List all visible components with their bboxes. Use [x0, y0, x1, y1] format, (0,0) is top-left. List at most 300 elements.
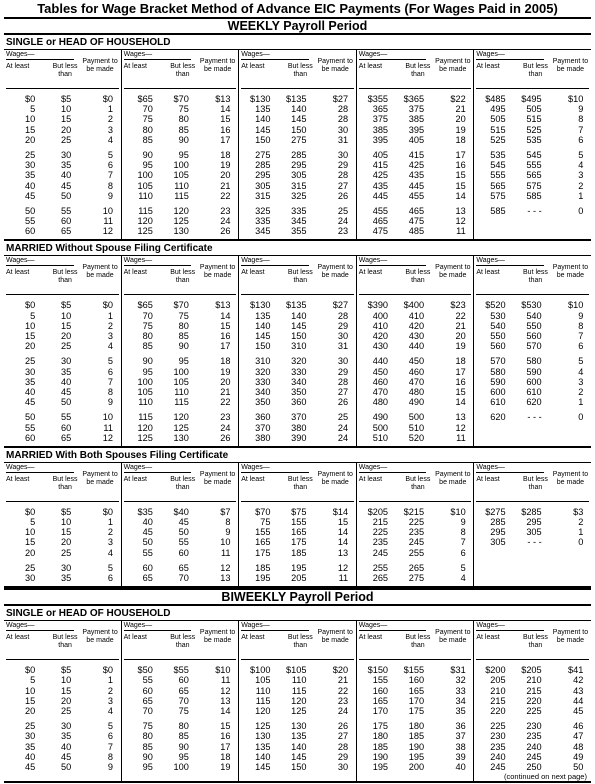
table-row	[241, 706, 354, 716]
at-least-cell: 370	[255, 422, 271, 433]
table-row	[6, 191, 119, 201]
at-least-cell: 350	[255, 397, 271, 408]
table-row	[241, 675, 354, 685]
table-row	[241, 206, 354, 216]
at-least-cell: 60	[25, 432, 36, 443]
payment-cell: 28	[337, 114, 349, 125]
table-row	[476, 537, 589, 547]
but-less-cell: 20	[61, 537, 72, 548]
payment-cell: $31	[450, 665, 466, 676]
but-less-cell: 65	[178, 685, 189, 696]
at-least-cell: 410	[372, 320, 389, 331]
payment-cell: 49	[573, 751, 584, 762]
at-least-cell: 45	[25, 190, 36, 201]
but-less-cell: 230	[526, 721, 542, 732]
at-least-cell: 70	[142, 705, 153, 716]
at-least-cell: 575	[490, 190, 506, 201]
payment-cell: 4	[107, 705, 113, 716]
table-row	[124, 104, 237, 114]
payment-cell: 12	[102, 432, 113, 443]
payment-cell: 7	[460, 537, 466, 548]
row-group	[476, 507, 589, 548]
table-row	[124, 125, 237, 135]
but-less-cell: 395	[408, 124, 425, 135]
table-row	[124, 191, 237, 201]
table-row	[241, 356, 354, 366]
payment-cell: $14	[332, 506, 349, 517]
table-row	[241, 181, 354, 191]
payment-cell: 13	[220, 573, 231, 583]
but-less-cell: 40	[61, 741, 72, 752]
at-least-cell: 55	[142, 547, 153, 558]
but-less-cell: 195	[408, 751, 425, 762]
row-group	[124, 150, 237, 201]
payment-cell: 5	[578, 356, 584, 367]
payment-cell: 21	[455, 104, 466, 115]
table-row	[241, 341, 354, 351]
table-row	[6, 752, 119, 762]
table-row	[6, 762, 119, 772]
at-least-cell: 310	[255, 356, 271, 367]
payment-cell: 0	[578, 412, 584, 423]
table-row	[359, 696, 472, 706]
payment-cell: 8	[460, 527, 466, 538]
payment-cell: 16	[220, 331, 231, 341]
payment-cell: 26	[220, 226, 231, 237]
but-less-cell: 145	[291, 114, 307, 125]
at-least-cell: 80	[142, 331, 153, 341]
but-less-cell: 150	[291, 331, 307, 341]
table-row	[359, 537, 472, 547]
payment-cell: 10	[102, 205, 113, 216]
row-group	[6, 206, 119, 237]
at-least-cell: $35	[137, 506, 153, 517]
row-group	[241, 150, 354, 201]
at-least-cell: 305	[255, 180, 271, 191]
payment-cell: 6	[460, 547, 466, 558]
table-row	[476, 686, 589, 696]
payment-cell: 8	[578, 320, 584, 331]
payment-cell: 15	[455, 180, 466, 191]
but-less-cell: 35	[61, 366, 72, 377]
at-least-cell: 20	[25, 705, 36, 716]
but-less-cell: 355	[291, 226, 307, 237]
table-column	[238, 50, 356, 239]
but-less-cell: 245	[408, 537, 425, 548]
table-row	[124, 226, 237, 236]
at-least-cell: $520	[485, 300, 506, 311]
at-least-cell: 125	[137, 226, 153, 237]
table-column	[121, 50, 239, 239]
but-less-cell: 195	[291, 562, 307, 573]
payment-cell: 13	[455, 205, 466, 216]
payment-cell: 11	[220, 675, 231, 686]
at-least-cell: 45	[25, 761, 36, 772]
but-less-cell: 335	[291, 205, 307, 216]
table-row	[124, 665, 237, 675]
at-least-cell: $100	[250, 665, 271, 676]
wages-header: Wages—	[6, 51, 74, 60]
at-least-cell: 65	[142, 695, 153, 706]
payment-cell: 26	[220, 432, 231, 443]
at-least-cell: 50	[25, 412, 36, 423]
payment-cell: 16	[455, 376, 466, 387]
at-least-cell: 60	[142, 562, 153, 573]
but-less-cell: $155	[403, 665, 425, 676]
but-less-cell: 160	[408, 675, 425, 686]
table-column	[473, 463, 591, 586]
payment-cell: 5	[460, 562, 466, 573]
at-least-cell: 185	[255, 562, 271, 573]
at-least-cell: 75	[142, 721, 153, 732]
payment-header: Payment to be made	[199, 470, 236, 486]
at-least-cell: 230	[490, 731, 506, 742]
table-row	[124, 341, 237, 351]
payment-cell: 40	[455, 761, 466, 772]
but-less-cell: 470	[408, 376, 425, 387]
at-least-cell: 480	[372, 397, 389, 408]
table-row	[359, 356, 472, 366]
payment-header: Payment to be made	[199, 58, 236, 73]
at-least-cell: 125	[137, 432, 153, 443]
row-group	[6, 150, 119, 201]
table-row	[241, 135, 354, 145]
row-group	[476, 412, 589, 422]
table-row	[124, 731, 237, 741]
at-least-cell: 160	[372, 685, 389, 696]
but-less-cell: 140	[291, 310, 307, 321]
wages-header: Wages—	[476, 464, 544, 473]
at-least-cell: 90	[142, 149, 153, 160]
table-row	[476, 397, 589, 407]
but-less-cell: 130	[291, 721, 307, 732]
but-less-cell: 65	[61, 226, 72, 237]
table-row	[124, 377, 237, 387]
at-least-cell: $150	[367, 665, 389, 676]
at-least-cell: 40	[25, 180, 36, 191]
table-row	[476, 517, 589, 527]
payment-cell: 11	[103, 216, 113, 227]
payment-cell: 1	[578, 190, 584, 201]
at-least-cell: 105	[137, 386, 153, 397]
payment-cell: 15	[455, 170, 466, 181]
payment-cell: 1	[578, 527, 584, 538]
at-least-cell: 135	[255, 104, 271, 115]
table-row	[124, 563, 237, 573]
at-least-cell: 140	[255, 320, 271, 331]
but-less-cell: 235	[408, 527, 425, 538]
table-column	[356, 50, 474, 239]
table-row	[124, 675, 237, 685]
payment-cell: 28	[337, 376, 349, 387]
row-group	[476, 300, 589, 351]
at-least-cell: $130	[250, 300, 271, 311]
table-row	[359, 706, 472, 716]
but-less-cell: 515	[526, 114, 542, 125]
payment-cell: 10	[102, 412, 113, 423]
row-group	[124, 507, 237, 558]
table-row	[241, 216, 354, 226]
table-column	[238, 621, 356, 781]
but-less-cell: 275	[291, 134, 307, 145]
at-least-cell: 225	[490, 721, 506, 732]
column-header	[124, 463, 237, 502]
table-row	[359, 94, 472, 104]
at-least-cell: 10	[25, 320, 36, 331]
column-header	[124, 256, 237, 295]
but-less-cell: 50	[178, 527, 189, 538]
payment-cell: 17	[220, 134, 231, 145]
table-row	[6, 397, 119, 407]
payment-cell: 24	[220, 216, 231, 227]
but-less-cell: 385	[408, 114, 425, 125]
but-less-cell: 25	[61, 341, 72, 352]
at-least-cell: 525	[490, 134, 506, 145]
table-row	[124, 721, 237, 731]
table-row	[476, 321, 589, 331]
at-least-cell: 70	[142, 310, 153, 321]
payment-cell: 12	[455, 216, 466, 227]
table-column	[473, 50, 591, 239]
payment-header: Payment to be made	[317, 58, 353, 73]
but-less-cell: 315	[291, 180, 307, 191]
table-column	[4, 256, 121, 445]
at-least-header: At least	[358, 634, 383, 642]
table-row	[124, 573, 237, 583]
table-row	[359, 226, 472, 236]
wages-header: Wages—	[241, 257, 309, 266]
at-least-cell: 10	[25, 527, 36, 538]
payment-cell: $7	[220, 506, 231, 517]
but-less-cell: 130	[173, 226, 189, 237]
payment-cell: $23	[450, 300, 466, 311]
table-row	[124, 300, 237, 310]
table-column	[356, 621, 474, 781]
at-least-cell: 25	[25, 721, 36, 732]
payment-cell: 14	[220, 104, 231, 115]
row-group	[241, 665, 354, 716]
payment-cell: 14	[337, 527, 349, 538]
table-row	[124, 387, 237, 397]
but-less-cell: 145	[291, 751, 307, 762]
payment-header: Payment to be made	[435, 58, 471, 73]
row-group	[241, 721, 354, 772]
at-least-cell: 465	[372, 216, 389, 227]
at-least-cell: 110	[138, 397, 153, 408]
but-less-cell: 85	[178, 124, 189, 135]
at-least-cell: 530	[490, 310, 506, 321]
at-least-cell: 35	[25, 376, 36, 387]
payment-header: Payment to be made	[435, 629, 471, 645]
column-header	[6, 256, 119, 295]
payment-cell: 11	[220, 547, 231, 558]
table-row	[124, 742, 237, 752]
but-less-cell: 295	[291, 160, 307, 171]
but-less-cell: 125	[291, 705, 307, 716]
table-row	[241, 160, 354, 170]
at-least-header: At least	[358, 269, 383, 277]
at-least-cell: 235	[490, 741, 506, 752]
payment-cell: 8	[107, 180, 113, 191]
but-less-cell: 45	[61, 180, 72, 191]
at-least-cell: 95	[142, 761, 153, 772]
but-less-cell: $105	[286, 665, 307, 676]
payment-cell: 6	[107, 731, 113, 742]
table-row	[476, 300, 589, 310]
table-row	[6, 573, 119, 583]
at-least-cell: 15	[25, 537, 36, 548]
section-heading: MARRIED With Both Spouses Filing Certificate	[4, 448, 591, 463]
table-row	[124, 706, 237, 716]
payment-cell: 20	[455, 331, 466, 341]
wages-header: Wages—	[124, 51, 192, 60]
table-row	[476, 170, 589, 180]
table-row	[6, 135, 119, 145]
table-row	[241, 537, 354, 547]
but-less-cell: 295	[526, 517, 542, 528]
payment-cell: 3	[107, 537, 113, 548]
at-least-cell: 70	[142, 104, 153, 115]
table-row	[6, 696, 119, 706]
but-less-cell: $75	[291, 506, 307, 517]
but-less-cell: 460	[408, 366, 425, 377]
payment-header: Payment to be made	[199, 629, 236, 645]
payment-cell: 21	[455, 320, 466, 331]
table-row	[241, 752, 354, 762]
payment-cell: 11	[103, 422, 113, 433]
payment-header: Payment to be made	[317, 264, 353, 280]
table-row	[241, 731, 354, 741]
payment-cell: $0	[102, 300, 113, 311]
table-row	[241, 367, 354, 377]
table-row	[241, 742, 354, 752]
payment-cell: 29	[337, 160, 349, 171]
but-less-cell: $5	[61, 506, 72, 517]
but-less-cell: 25	[61, 547, 72, 558]
payment-cell: 14	[220, 310, 231, 321]
but-less-cell: 25	[61, 134, 72, 145]
but-less-cell: 45	[61, 386, 72, 397]
at-least-header: At least	[476, 269, 500, 277]
payment-cell: 2	[578, 517, 584, 528]
table-row	[6, 216, 119, 226]
table-row	[124, 94, 237, 104]
row-group	[6, 665, 119, 716]
payment-cell: 2	[107, 527, 113, 538]
payment-cell: 24	[337, 216, 349, 227]
at-least-cell: 585	[490, 205, 506, 216]
payment-cell: 28	[337, 104, 349, 115]
table-row	[6, 517, 119, 527]
payment-cell: 37	[455, 731, 466, 742]
at-least-cell: 115	[138, 205, 153, 216]
payment-cell: 8	[107, 386, 113, 397]
at-least-cell: 185	[372, 741, 389, 752]
table-column	[4, 621, 121, 781]
table-row	[359, 377, 472, 387]
at-least-cell: 15	[25, 124, 36, 135]
but-less-cell: 200	[408, 761, 425, 772]
table-row	[241, 507, 354, 517]
but-less-cell: 420	[408, 320, 425, 331]
at-least-cell: $0	[25, 300, 36, 311]
at-least-cell: 550	[490, 331, 506, 341]
table-row	[241, 170, 354, 180]
but-less-cell: 465	[408, 205, 425, 216]
row-group	[359, 356, 472, 407]
at-least-cell: 225	[372, 527, 389, 538]
table-row	[124, 696, 237, 706]
row-group	[476, 94, 589, 145]
table-row	[241, 191, 354, 201]
at-least-cell: 145	[255, 124, 271, 135]
but-less-cell: 265	[408, 562, 425, 573]
at-least-cell: 90	[142, 356, 153, 367]
at-least-cell: 120	[255, 705, 271, 716]
at-least-cell: 20	[25, 341, 36, 352]
payment-cell: 12	[220, 685, 231, 696]
at-least-cell: 25	[25, 356, 36, 367]
column-header	[241, 621, 354, 660]
at-least-cell: 15	[25, 331, 36, 341]
at-least-cell: 30	[25, 366, 36, 377]
but-less-cell: - - -	[527, 412, 542, 423]
payment-cell: 2	[578, 180, 584, 191]
payment-cell: 9	[578, 104, 584, 115]
column-header	[476, 50, 589, 89]
table-column	[356, 256, 474, 445]
period-heading: WEEKLY Payroll Period	[4, 17, 591, 35]
table-row	[476, 191, 589, 201]
but-less-cell: 310	[291, 341, 307, 352]
at-least-header: At least	[476, 634, 500, 642]
payment-cell: 3	[107, 695, 113, 706]
row-group	[476, 150, 589, 201]
but-less-cell: 505	[526, 104, 542, 115]
payment-cell: $13	[215, 300, 231, 311]
but-less-cell: 285	[291, 149, 307, 160]
but-less-cell: 555	[526, 160, 542, 171]
but-less-cell: 190	[408, 741, 425, 752]
table-row	[359, 321, 472, 331]
payment-cell: $10	[215, 665, 231, 676]
wages-header: Wages—	[6, 257, 74, 266]
at-least-cell: 135	[255, 741, 271, 752]
at-least-cell: 65	[142, 573, 153, 583]
at-least-cell: 75	[142, 320, 153, 331]
table-row	[359, 721, 472, 731]
but-less-cell: 350	[291, 386, 307, 397]
but-less-cell: 115	[291, 685, 307, 696]
table-row	[124, 517, 237, 527]
at-least-cell: 210	[490, 685, 506, 696]
but-less-cell: 80	[178, 114, 189, 125]
at-least-cell: 75	[142, 114, 153, 125]
row-group	[476, 206, 589, 216]
but-less-cell: 150	[291, 761, 307, 772]
payment-cell: 7	[578, 124, 584, 135]
at-least-cell: 35	[25, 741, 36, 752]
payment-cell: 30	[337, 331, 349, 341]
payment-cell: 19	[455, 124, 466, 135]
but-less-cell: 360	[291, 397, 307, 408]
table-row	[6, 527, 119, 537]
table-row	[6, 356, 119, 366]
payment-cell: 3	[107, 331, 113, 341]
but-less-header: But less than	[523, 475, 548, 491]
payment-cell: 12	[337, 562, 349, 573]
table-row	[241, 762, 354, 772]
